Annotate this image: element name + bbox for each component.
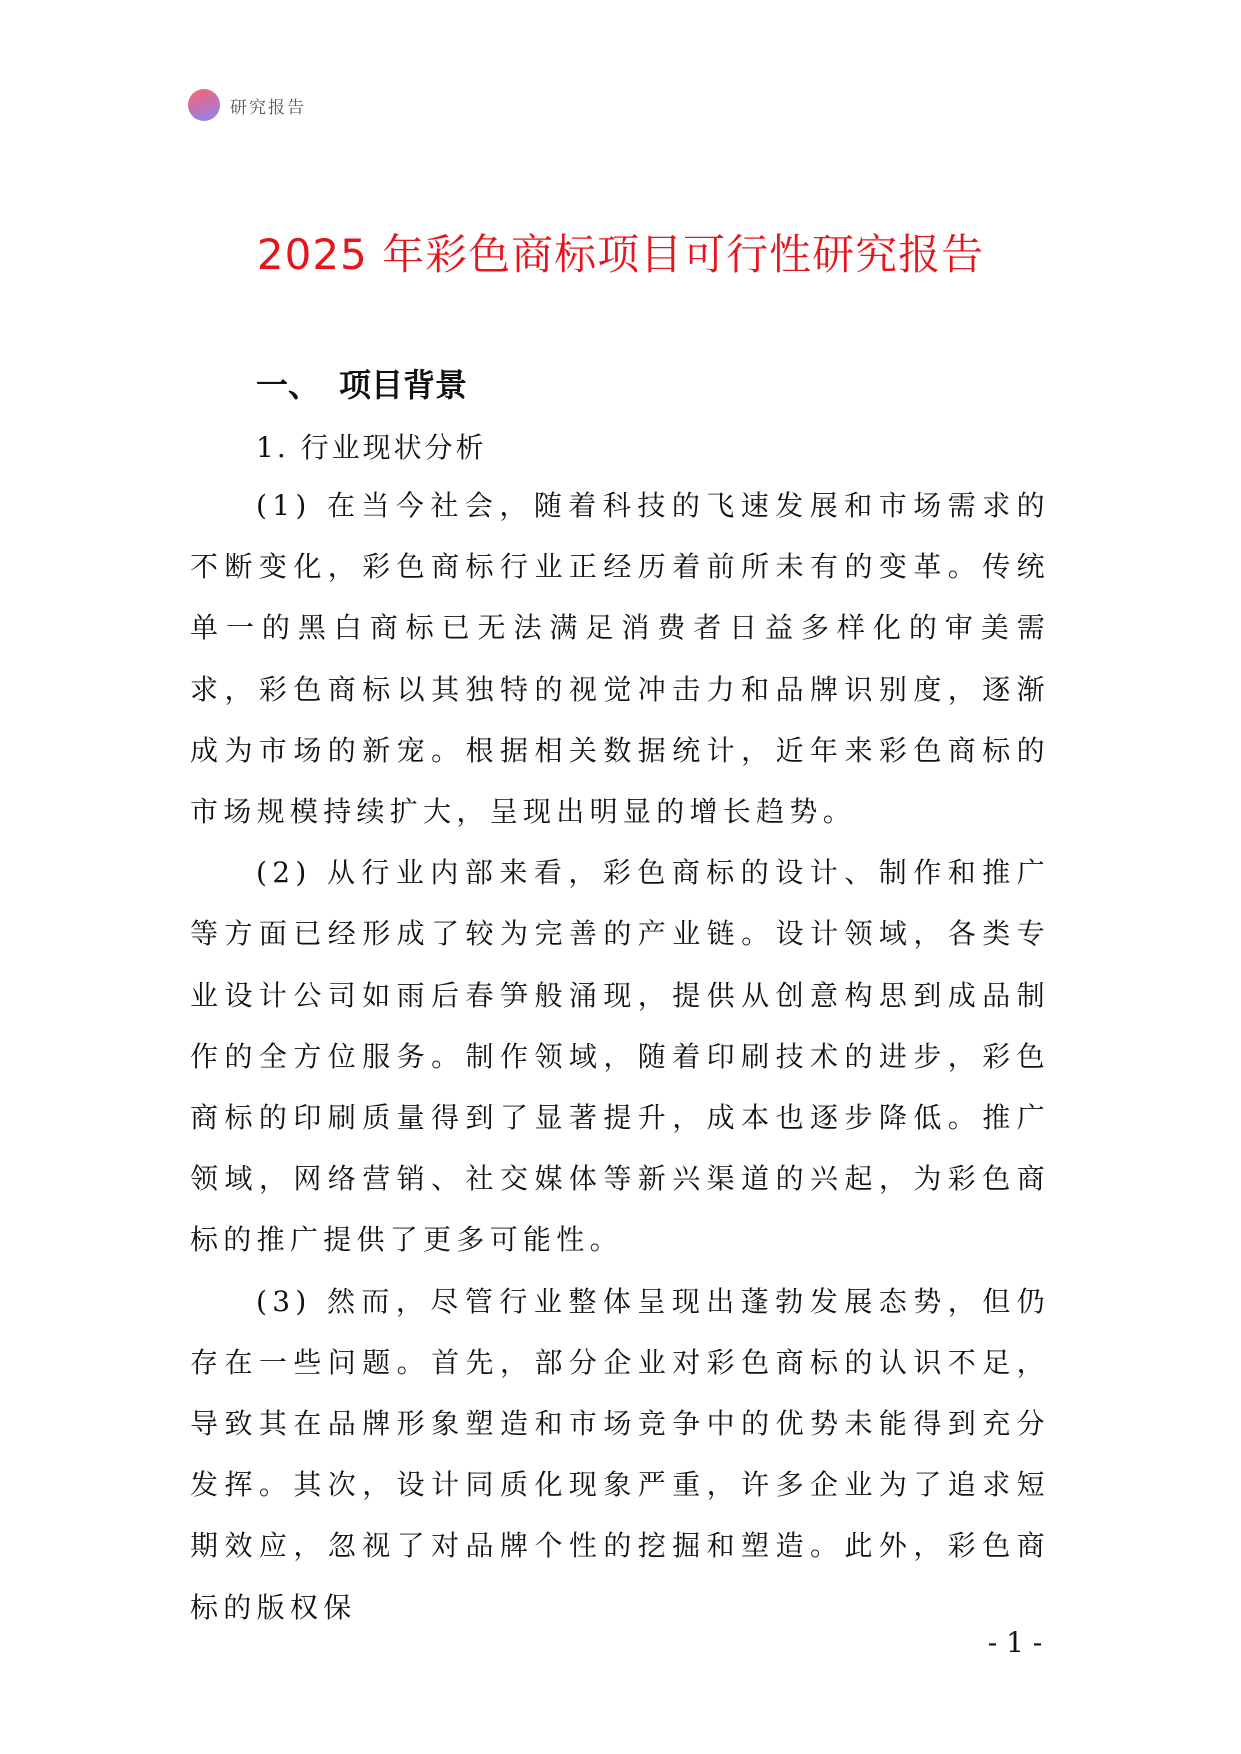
section-heading [256, 360, 467, 406]
paragraph-3: (3) 然而，尽管行业整体呈现出蓬勃发展态势，但仍存在一些问题。首先，部分企业对彩色商标的认识不足，导致其在品牌形象塑造和市场竞争中的优势未能得到充分发挥。其次，设计同质化现象严重，许多企业为了追求短期效应，忽视了对品牌个性的挖掘和塑造。此外，彩色商标的版权保 [190, 1284, 1050, 1624]
page-number: - 1 - [987, 1626, 1043, 1659]
paragraph-2: (2) 从行业内部来看，彩色商标的设计、制作和推广等方面已经形成了较为完善的产业链。设计领域，各类专业设计公司如雨后春笋般涌现，提供从创意构思到成品制作的全方位服务。制作领域，随着印刷技术的进步，彩色商标的印刷质量得到了显著提升，成本也逐步降低。推广领域，网络营销、社交媒体等新兴渠道的兴起，为彩色商标的推广提供了更多可能性。 [190, 856, 1050, 1257]
header-label: 研究报告 [230, 97, 306, 118]
body-text [190, 475, 1050, 1638]
subsection-heading: 1. 行业现状分析 [256, 431, 487, 464]
report-logo-icon [188, 89, 220, 121]
paragraph-1: (1) 在当今社会，随着科技的飞速发展和市场需求的不断变化，彩色商标行业正经历着前所未有的变革。传统单一的黑白商标已无法满足消费者日益多样化的审美需求，彩色商标以其独特的视觉冲击力和品牌识别度，逐渐成为市场的新宠。根据相关数据统计，近年来彩色商标的市场规模持续扩大，呈现出明显的增长趋势。 [190, 489, 1050, 829]
document-title: 2025 年彩色商标项目可行性研究报告 [256, 230, 985, 279]
page-header [188, 88, 306, 122]
section-heading-text: 项目背景 [339, 366, 468, 404]
section-number: 一、 [256, 366, 321, 404]
